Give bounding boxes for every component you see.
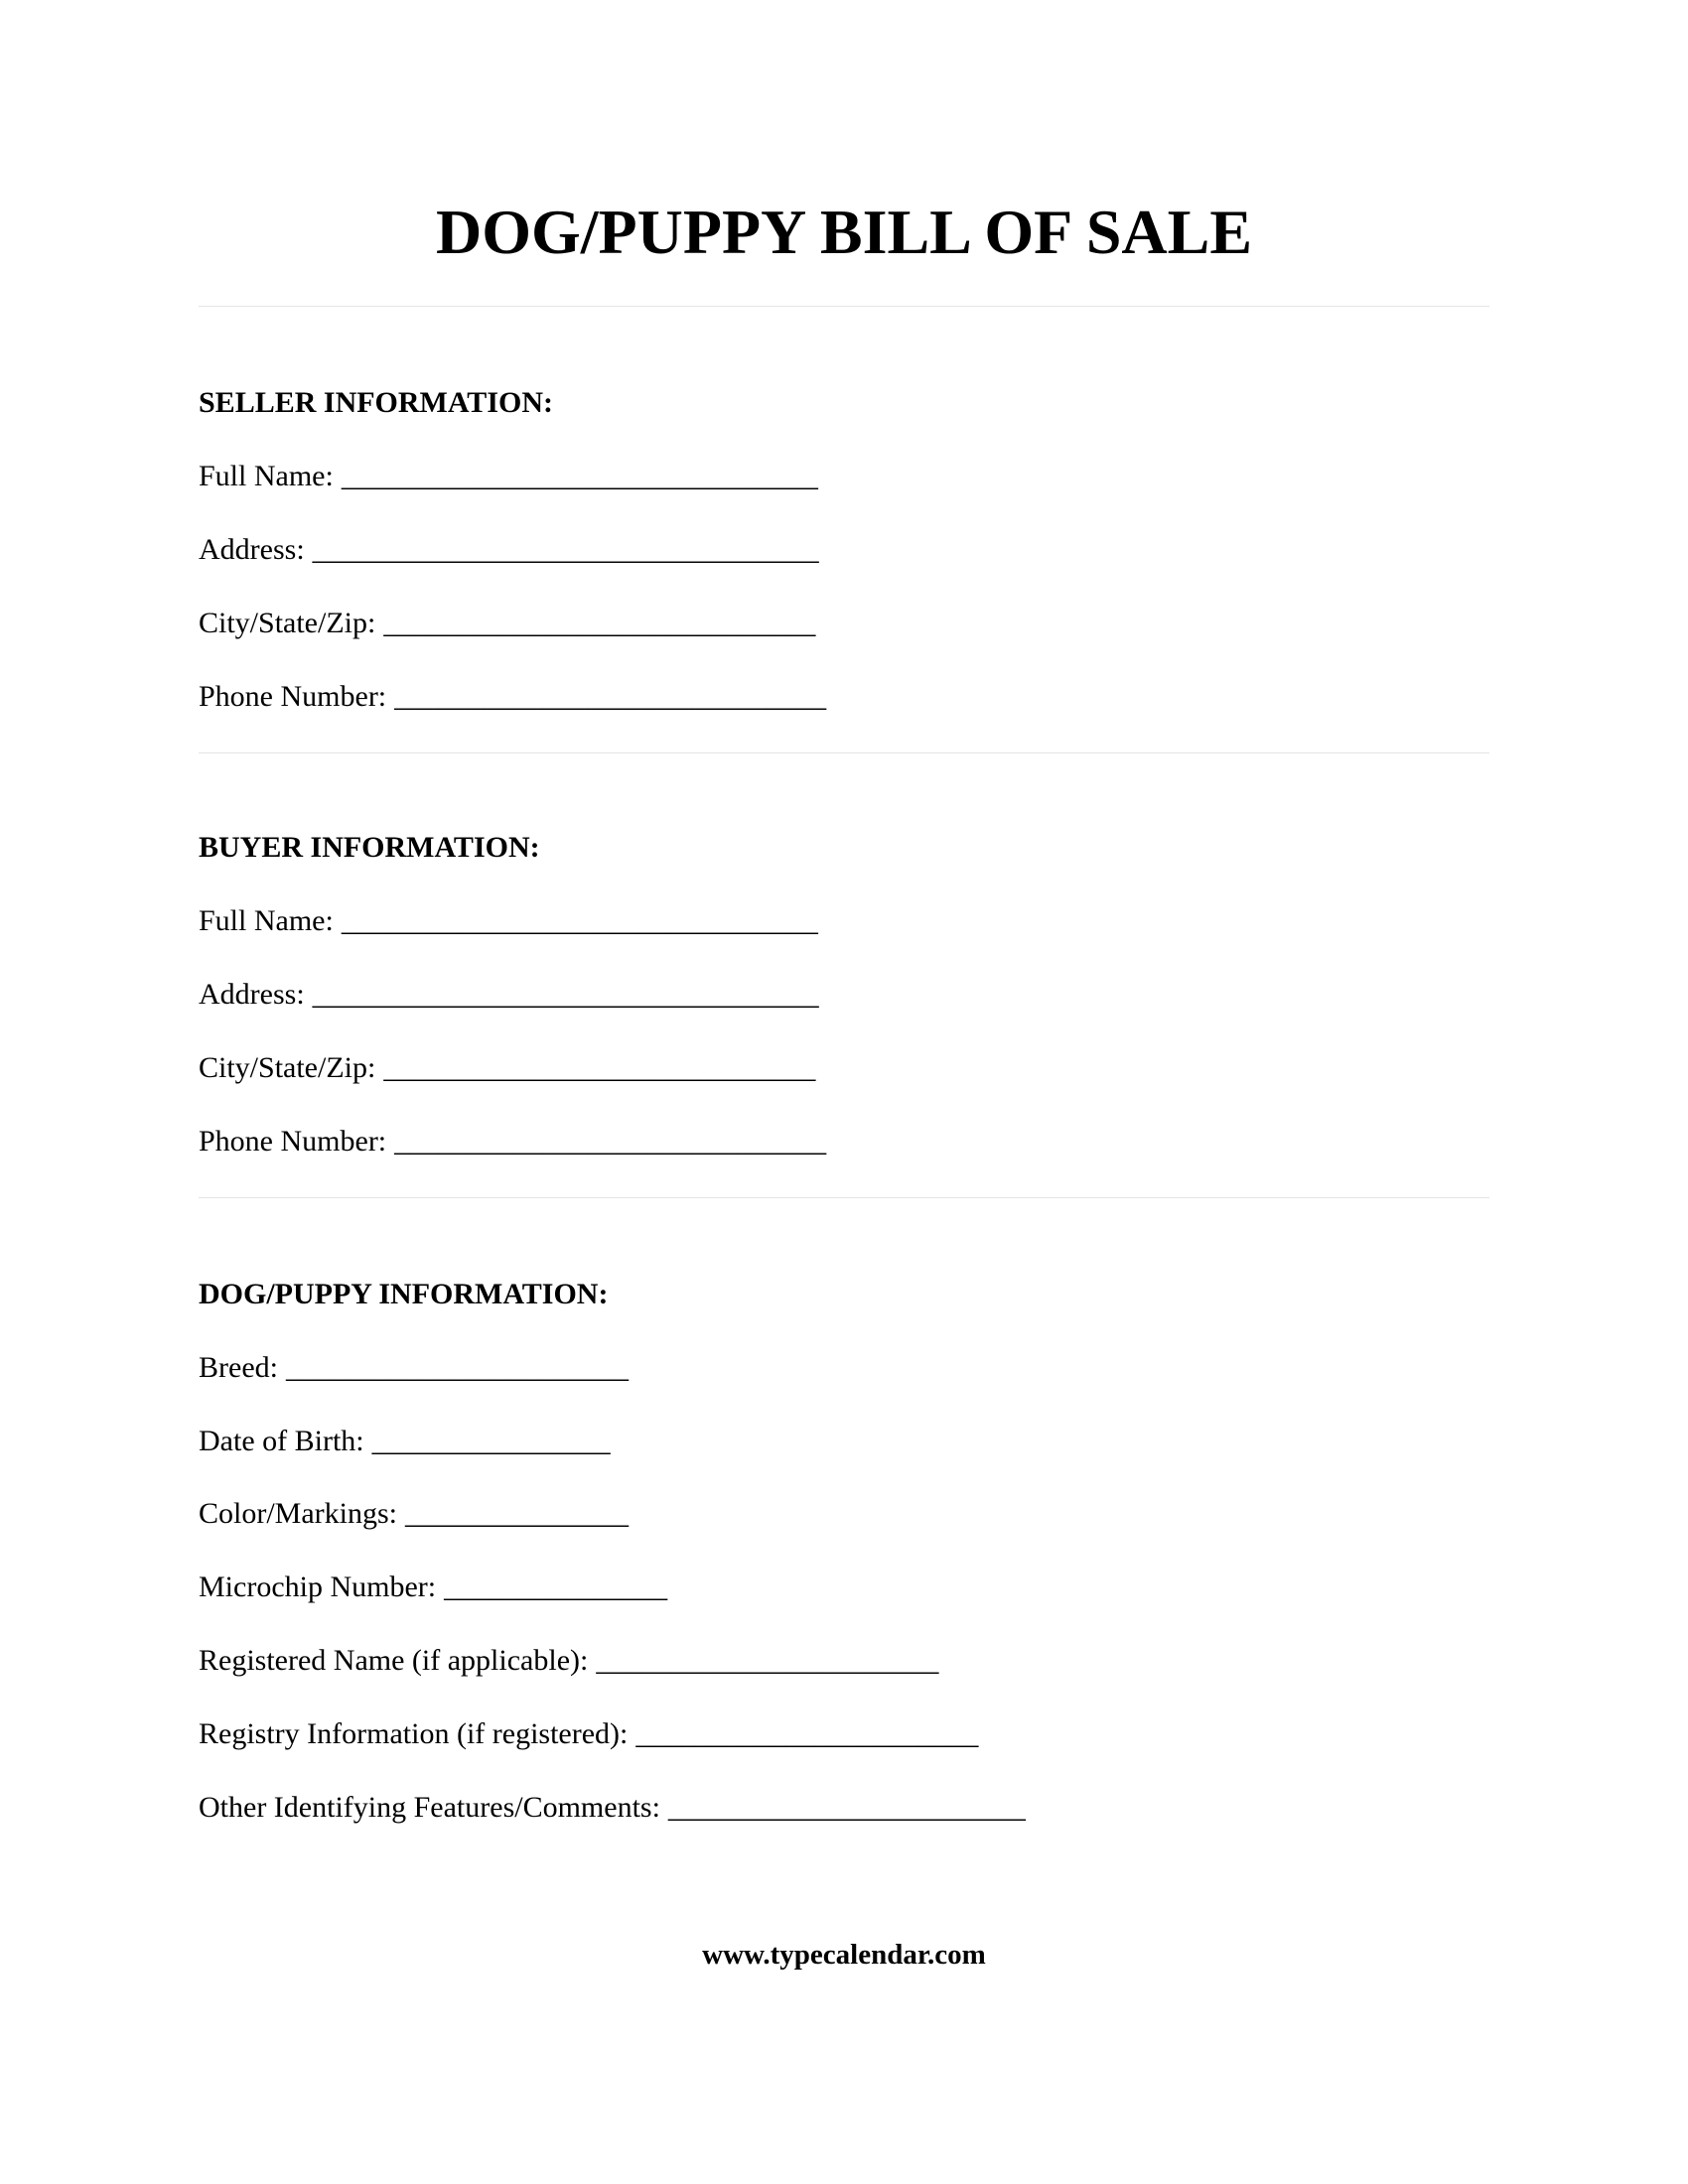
buyer-address-field[interactable]: [199, 977, 819, 1013]
field-label: Microchip Number:: [199, 1570, 437, 1603]
field-label: Address:: [199, 978, 305, 1011]
fill-in-line[interactable]: _____________________________: [394, 1125, 827, 1158]
dog-breed-field[interactable]: [199, 1350, 629, 1386]
field-label: Date of Birth:: [199, 1425, 364, 1457]
divider-buyer: [199, 1197, 1489, 1198]
field-label: Address:: [199, 533, 305, 566]
buyer-city-state-zip-field[interactable]: [199, 1050, 815, 1086]
field-label: City/State/Zip:: [199, 1051, 376, 1084]
fill-in-line[interactable]: _____________________________: [394, 680, 827, 713]
seller-heading: SELLER INFORMATION:: [199, 386, 553, 419]
field-label: Other Identifying Features/Comments:: [199, 1791, 660, 1824]
document-title: DOG/PUPPY BILL OF SALE: [435, 197, 1253, 267]
dog-color-markings-field[interactable]: [199, 1496, 629, 1532]
field-label: Registered Name (if applicable):: [199, 1644, 589, 1677]
buyer-heading: BUYER INFORMATION:: [199, 831, 540, 864]
fill-in-line[interactable]: ________________________________: [341, 904, 818, 937]
fill-in-line[interactable]: _______________: [444, 1570, 668, 1603]
dog-registry-information-field[interactable]: [199, 1716, 978, 1752]
dog-microchip-number-field[interactable]: [199, 1570, 667, 1605]
field-label: Full Name:: [199, 904, 334, 937]
seller-address-field[interactable]: [199, 532, 819, 568]
field-label: Registry Information (if registered):: [199, 1717, 629, 1750]
field-label: Phone Number:: [199, 1125, 387, 1158]
footer-website: www.typecalendar.com: [702, 1939, 986, 1971]
divider-seller: [199, 752, 1489, 753]
fill-in-line[interactable]: __________________________________: [312, 978, 819, 1011]
seller-city-state-zip-field[interactable]: [199, 606, 815, 641]
fill-in-line[interactable]: _______________________: [635, 1717, 979, 1750]
fill-in-line[interactable]: _____________________________: [383, 1051, 816, 1084]
fill-in-line[interactable]: ________________________: [667, 1791, 1026, 1824]
field-label: Phone Number:: [199, 680, 387, 713]
divider-title: [199, 306, 1489, 307]
fill-in-line[interactable]: _____________________________: [383, 607, 816, 639]
field-label: Full Name:: [199, 460, 334, 492]
buyer-full-name-field[interactable]: [199, 903, 818, 939]
seller-full-name-field[interactable]: [199, 459, 818, 494]
seller-phone-number-field[interactable]: [199, 679, 826, 715]
dog-other-features-field[interactable]: [199, 1790, 1026, 1826]
field-label: Breed:: [199, 1351, 278, 1384]
field-label: Color/Markings:: [199, 1497, 397, 1530]
dog-registered-name-field[interactable]: [199, 1643, 938, 1679]
fill-in-line[interactable]: ________________________________: [341, 460, 818, 492]
fill-in-line[interactable]: __________________________________: [312, 533, 819, 566]
fill-in-line[interactable]: _______________________: [596, 1644, 939, 1677]
buyer-phone-number-field[interactable]: [199, 1124, 826, 1160]
fill-in-line[interactable]: _______________________: [285, 1351, 629, 1384]
dog-date-of-birth-field[interactable]: [199, 1424, 611, 1459]
field-label: City/State/Zip:: [199, 607, 376, 639]
fill-in-line[interactable]: _______________: [405, 1497, 629, 1530]
fill-in-line[interactable]: ________________: [371, 1425, 611, 1457]
dog-heading: DOG/PUPPY INFORMATION:: [199, 1278, 609, 1310]
